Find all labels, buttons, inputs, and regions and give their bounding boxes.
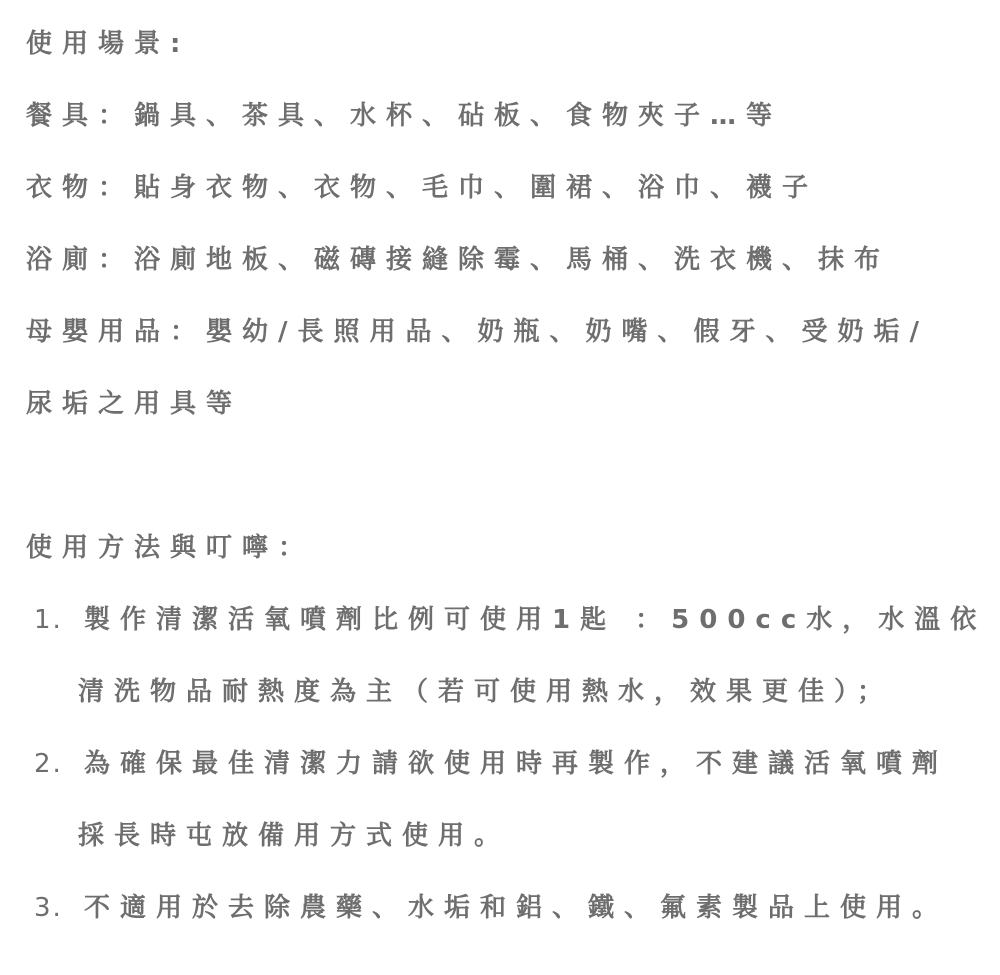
scenes-heading: 使用場景: [26,29,191,59]
usage-item-text: 不適用於去除農藥、水垢和鋁、鐵、氟素製品上使用。 [84,893,949,923]
usage-item-2 [26,746,948,782]
usage-item-1 [26,602,986,638]
usage-item-text: 為確保最佳清潔力請欲使用時再製作，不建議活氧噴劑 [84,749,949,779]
scene-line-clothing: 衣物：貼身衣物、衣物、毛巾、圍裙、浴巾、襪子 [26,173,819,203]
usage-item-number: 2. [34,749,63,779]
usage-heading: 使用方法與叮嚀： [26,533,315,563]
scene-line-baby-products-cont: 尿垢之用具等 [26,389,243,419]
scene-line-tableware: 餐具：鍋具、茶具、水杯、砧板、食物夾子…等 [26,101,783,131]
usage-item-text: 製作清潔活氧噴劑比例可使用1匙 ：500cc水，水溫依 [84,605,987,635]
usage-item-number: 1. [34,605,63,635]
usage-item-number: 3. [34,893,63,923]
scene-line-baby-products: 母嬰用品：嬰幼/長照用品、奶瓶、奶嘴、假牙、受奶垢/ [26,317,929,347]
usage-item-3 [26,890,948,926]
usage-item-1-cont: 清洗物品耐熱度為主（若可使用熱水，效果更佳）； [78,677,894,707]
scene-line-bathroom: 浴廁：浴廁地板、磁磚接縫除霉、馬桶、洗衣機、抹布 [26,245,891,275]
usage-item-2-cont: 採長時屯放備用方式使用。 [78,821,511,851]
